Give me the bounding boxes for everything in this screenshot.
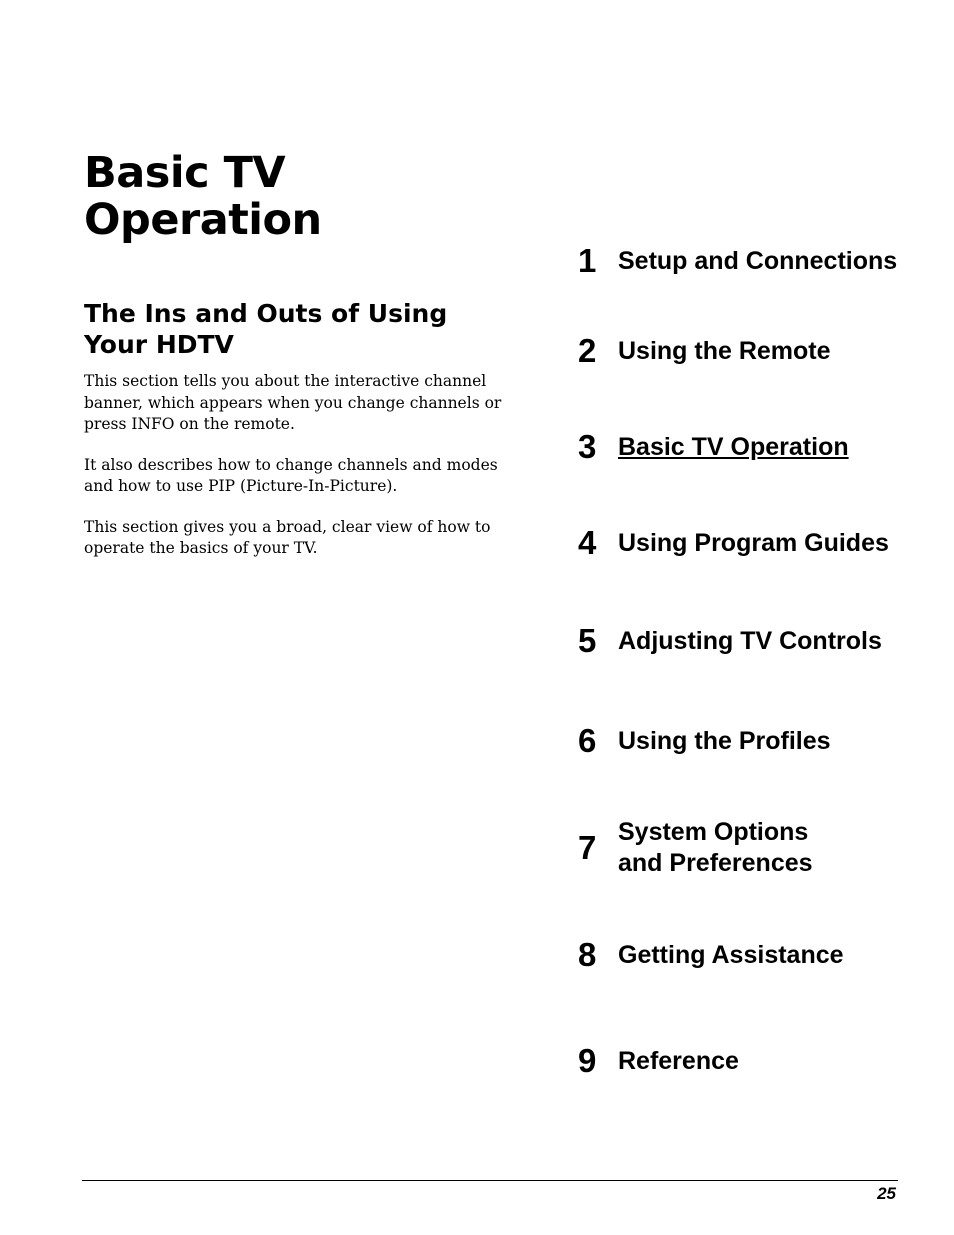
toc-item-program-guides[interactable] <box>578 525 889 561</box>
toc-number: 4 <box>578 524 597 561</box>
toc-label <box>618 817 813 879</box>
toc-item-assistance[interactable] <box>578 937 844 973</box>
intro-text <box>84 371 504 579</box>
toc-item-reference[interactable] <box>578 1043 739 1079</box>
toc-label-line1: System Options <box>618 818 809 846</box>
toc-number: 5 <box>578 622 597 659</box>
chapter-title-line2: Operation <box>84 195 322 245</box>
page-number: 25 <box>877 1184 896 1203</box>
toc-label-current: Basic TV Operation <box>618 432 849 461</box>
intro-paragraph: This section gives you a broad, clear view of how to operate the basics of your TV. <box>84 517 491 557</box>
toc-number: 2 <box>578 332 597 369</box>
toc-item-basic-tv-operation[interactable] <box>578 429 849 465</box>
toc-number: 6 <box>578 722 597 759</box>
toc-label: Setup and Connections <box>618 246 898 275</box>
chapter-title <box>84 150 322 244</box>
toc-item-remote[interactable] <box>578 333 831 369</box>
toc-label: Getting Assistance <box>618 940 844 969</box>
toc-label: Using the Profiles <box>618 726 831 755</box>
toc-label: Using Program Guides <box>618 528 889 557</box>
toc-number: 7 <box>578 829 597 866</box>
section-subtitle <box>84 298 514 360</box>
toc-item-tv-controls[interactable] <box>578 623 882 659</box>
toc-number: 8 <box>578 936 597 973</box>
subtitle-line2: Your HDTV <box>84 330 234 359</box>
toc-label: Adjusting TV Controls <box>618 626 882 655</box>
subtitle-line1: The Ins and Outs of Using <box>84 299 448 328</box>
chapter-title-line1: Basic TV <box>84 148 286 198</box>
toc-number: 1 <box>578 242 597 279</box>
toc-label-line2: and Preferences <box>618 849 813 877</box>
toc-item-system-options[interactable] <box>578 817 813 879</box>
toc-number: 3 <box>578 428 597 465</box>
toc-number: 9 <box>578 1042 597 1079</box>
toc-label: Reference <box>618 1046 739 1075</box>
intro-paragraph: It also describes how to change channels and modes and how to use PIP (Picture-In-Picture). <box>84 455 498 495</box>
toc-item-setup[interactable] <box>578 243 897 279</box>
footer-rule <box>82 1180 898 1181</box>
toc-label: Using the Remote <box>618 336 831 365</box>
toc-item-profiles[interactable] <box>578 723 831 759</box>
intro-paragraph: This section tells you about the interactive channel banner, which appears when you change channels or press INFO on the remote. <box>84 372 502 433</box>
